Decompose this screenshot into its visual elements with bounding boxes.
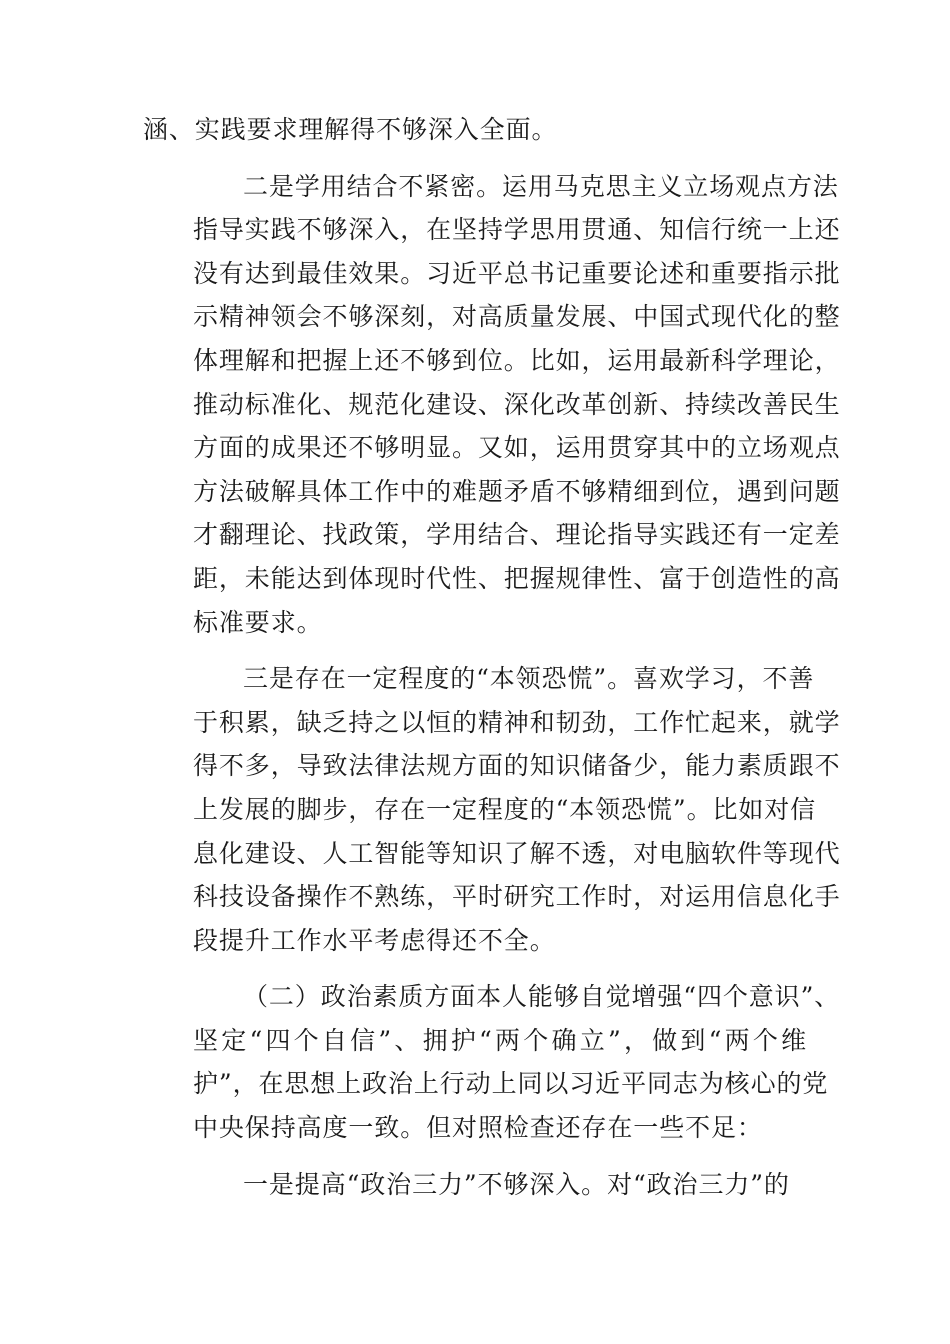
text-line: 得不多，导致法律法规方面的知识储备少，能力素质跟不 (193, 751, 841, 781)
text-line: 科技设备操作不熟练，平时研究工作时，对运用信息化手 (193, 882, 841, 912)
text-line: 推动标准化、规范化建设、深化改革创新、持续改善民生 (193, 389, 841, 419)
paragraph-gap (143, 962, 807, 975)
paragraph (143, 108, 807, 152)
text-line: 中央保持高度一致。但对照检查还存在一些不足： (193, 1113, 763, 1143)
paragraph-gap (143, 644, 807, 657)
text-line: 示精神领会不够深刻，对高质量发展、中国式现代化的整 (193, 302, 841, 332)
text-line: 标准要求。 (193, 607, 323, 637)
text-line: （二）政治素质方面本人能够自觉增强“四个意识”、 (243, 982, 841, 1012)
paragraph (143, 1163, 807, 1207)
text-line: 才翻理论、找政策，学用结合、理论指导实践还有一定差 (193, 520, 841, 550)
text-line: 三是存在一定程度的“本领恐慌”。喜欢学习，不善 (243, 664, 815, 694)
paragraph (143, 165, 841, 645)
text-line: 二是学用结合不紧密。运用马克思主义立场观点方法 (243, 171, 839, 201)
paragraph (143, 975, 841, 1149)
text-line: 体理解和把握上还不够到位。比如，运用最新科学理论， (193, 345, 841, 375)
text-line: 距，未能达到体现时代性、把握规律性、富于创造性的高 (193, 563, 841, 593)
text-line: 没有达到最佳效果。习近平总书记重要论述和重要指示批 (193, 258, 841, 288)
text-line: 息化建设、人工智能等知识了解不透，对电脑软件等现代 (193, 838, 841, 868)
text-line: 方法破解具体工作中的难题矛盾不够精细到位，遇到问题 (193, 476, 841, 506)
text-line: 涵、实践要求理解得不够深入全面。 (143, 115, 558, 144)
text-line: 段提升工作水平考虑得还不全。 (193, 925, 556, 955)
document-body (143, 108, 841, 1206)
text-line: 一是提高“政治三力”不够深入。对“政治三力”的 (243, 1169, 790, 1199)
text-line: 护”，在思想上政治上行动上同以习近平同志为核心的党 (193, 1069, 829, 1099)
paragraph (143, 657, 841, 962)
text-line: 上发展的脚步，存在一定程度的“本领恐慌”。比如对信 (193, 794, 817, 824)
paragraph-gap (143, 152, 807, 165)
text-line: 于积累，缺乏持之以恒的精神和韧劲，工作忙起来，就学 (193, 707, 841, 737)
text-line: 方面的成果还不够明显。又如，运用贯穿其中的立场观点 (193, 433, 841, 463)
text-line: 指导实践不够深入，在坚持学思用贯通、知信行统一上还 (193, 215, 841, 245)
text-line: 坚定“四个自信”、拥护“两个确立”，做到“两个维 (193, 1025, 807, 1055)
paragraph-gap (143, 1150, 807, 1163)
